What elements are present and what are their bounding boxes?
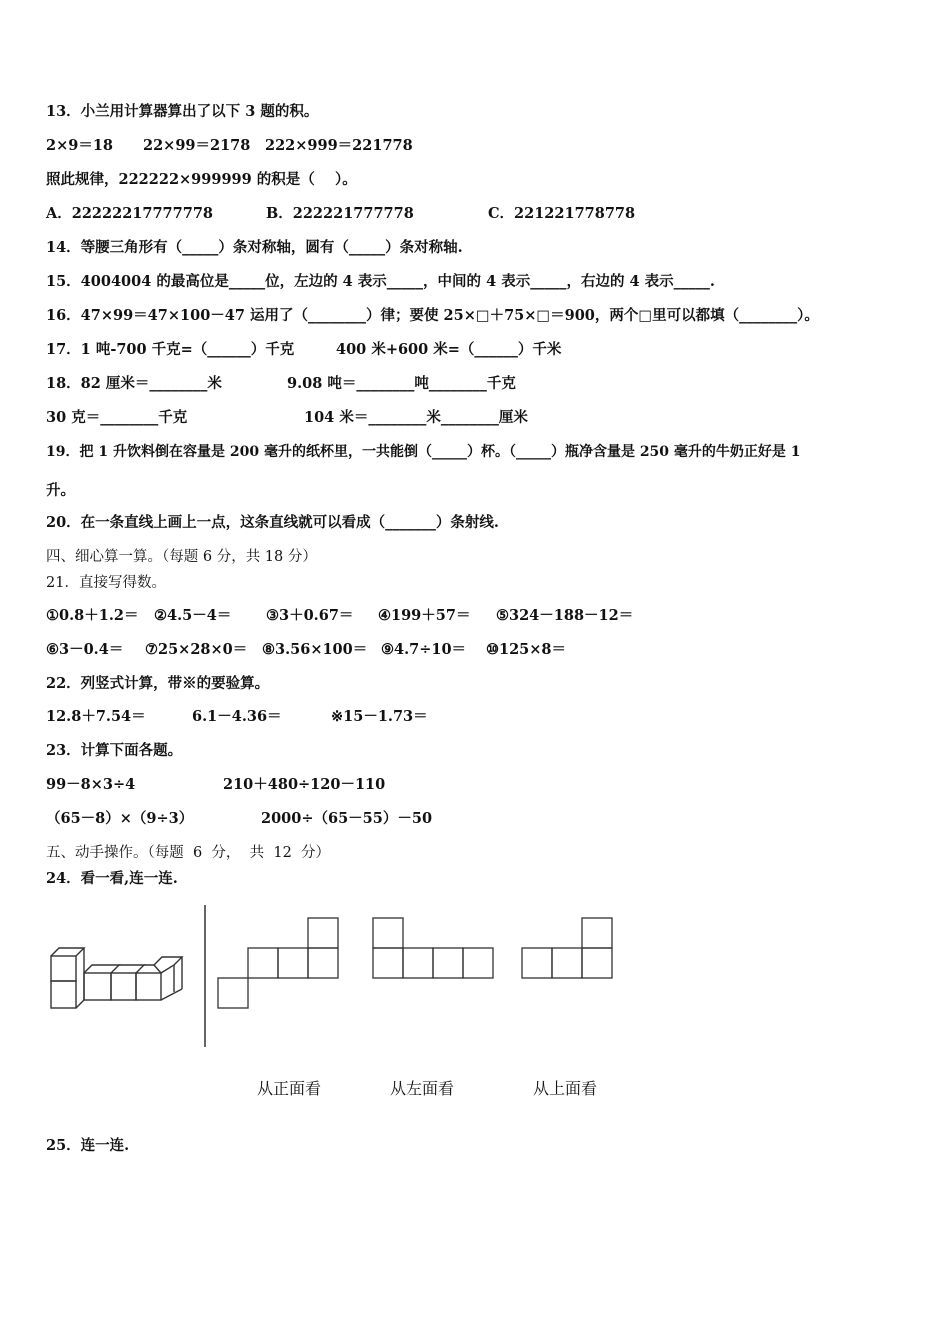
q14: 14．等腰三角形有（_____）条对称轴，圆有（_____）条对称轴. xyxy=(46,239,463,256)
q13-question: 照此规律，222222×999999 的积是（ ）。 xyxy=(46,171,357,188)
q21-item-3: ③3＋0.67＝ xyxy=(266,607,354,624)
q22-item-1: 12.8＋7.54＝ xyxy=(46,708,146,725)
q21-item-1: ①0.8＋1.2＝ xyxy=(46,607,139,624)
view-grid-1 xyxy=(216,916,342,1012)
q22-stem: 22．列竖式计算，带※的要验算。 xyxy=(46,675,270,692)
q25: 25．连一连. xyxy=(46,1137,130,1154)
view-grid-2 xyxy=(371,916,497,982)
q22-item-3: ※15－1.73＝ xyxy=(331,708,428,725)
q17-part-b: 400 米+600 米=（______）千米 xyxy=(336,341,562,358)
q21-item-9: ⑨4.7÷10＝ xyxy=(381,641,467,658)
q23-item-1: 99－8×3÷4 xyxy=(46,776,136,793)
q17-part-a: 17．1 吨-700 千克=（______）千克 xyxy=(46,341,295,358)
q15: 15．4004004 的最高位是_____位，左边的 4 表示_____，中间的 4 表示_____，右边的 4 表示_____. xyxy=(46,273,715,290)
q18-part-d: 104 米＝________米________厘米 xyxy=(304,409,528,426)
q13-stem: 13．小兰用计算器算出了以下 3 题的积。 xyxy=(46,103,319,120)
section-4-heading: 四、细心算一算。（每题 6 分，共 18 分） xyxy=(46,549,317,565)
q23-item-2: 210＋480÷120－110 xyxy=(223,776,386,793)
q13-eq2: 22×99＝2178 xyxy=(143,137,251,154)
q23-item-4: 2000÷（65－55）－50 xyxy=(261,810,433,827)
q21-item-7: ⑦25×28×0＝ xyxy=(145,641,248,658)
q24-stem: 24．看一看,连一连. xyxy=(46,870,178,887)
separator-line xyxy=(203,905,207,1050)
q20: 20．在一条直线上画上一点，这条直线就可以看成（_______）条射线. xyxy=(46,514,499,531)
q23-item-3: （65－8）×（9÷3） xyxy=(46,810,194,827)
q21-item-4: ④199＋57＝ xyxy=(378,607,471,624)
q13-option-b: B．222221777778 xyxy=(266,205,414,222)
q21-item-10: ⑩125×8＝ xyxy=(486,641,567,658)
q19-line2: 升。 xyxy=(46,482,75,499)
q18-part-a: 18．82 厘米＝________米 xyxy=(46,375,222,392)
caption-front-view: 从正面看 xyxy=(257,1079,322,1098)
q19-line1: 19．把 1 升饮料倒在容量是 200 毫升的纸杯里，一共能倒（_____）杯。（_____）瓶净含量是 250 毫升的牛奶正好是 1 xyxy=(46,444,801,460)
caption-top-view: 从上面看 xyxy=(533,1079,598,1098)
q21-item-6: ⑥3－0.4＝ xyxy=(46,641,124,658)
q13-option-a: A．22222217777778 xyxy=(46,205,213,222)
view-grid-3 xyxy=(520,916,616,982)
q21-item-2: ②4.5－4＝ xyxy=(154,607,232,624)
section-5-heading: 五、动手操作。（每题 6 分， 共 12 分） xyxy=(46,845,331,861)
q21-item-8: ⑧3.56×100＝ xyxy=(262,641,368,658)
q22-item-2: 6.1－4.36＝ xyxy=(192,708,282,725)
q21-stem: 21．直接写得数。 xyxy=(46,575,166,591)
q18-part-c: 30 克＝________千克 xyxy=(46,409,188,426)
q16: 16．47×99＝47×100－47 运用了（________）律；要使 25×□＋75×□＝900，两个□里可以都填（________）。 xyxy=(46,307,819,324)
q13-eq3: 222×999＝221778 xyxy=(265,137,413,154)
q23-stem: 23．计算下面各题。 xyxy=(46,742,183,759)
q13-option-c: C．221221778778 xyxy=(488,205,636,222)
q18-part-b: 9.08 吨＝________吨________千克 xyxy=(287,375,516,392)
q21-item-5: ⑤324－188－12＝ xyxy=(496,607,634,624)
caption-left-view: 从左面看 xyxy=(390,1079,455,1098)
cube-solid-figure xyxy=(44,940,189,1015)
q13-eq1: 2×9＝18 xyxy=(46,137,114,154)
